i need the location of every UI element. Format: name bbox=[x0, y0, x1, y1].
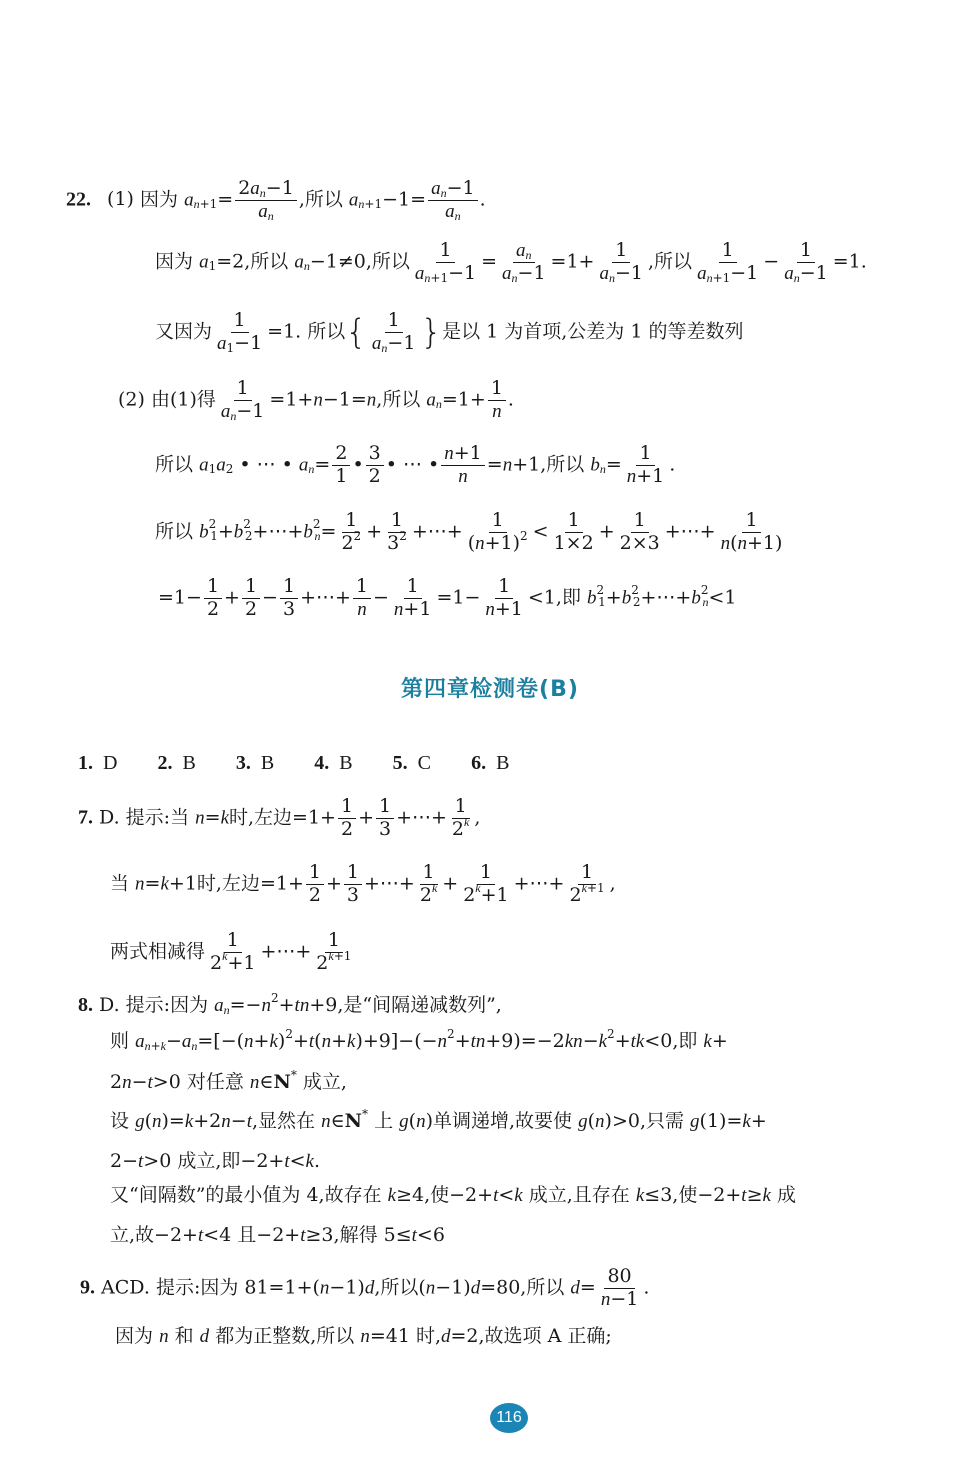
text: 和 bbox=[174, 1325, 194, 1347]
text: 对任意 bbox=[186, 1071, 244, 1093]
fraction: $\frac{1}{3}$ bbox=[344, 862, 362, 907]
q22-line1: 22. (1) 因为 $a_{n+1}=$ $\frac{2a_n-1}{a_n}$ ,所以 $a_{n+1}-1=$ $\frac{a_n-1}{a_n}$ . bbox=[66, 177, 486, 223]
text: ACD. 提示:因为 81=1+( bbox=[101, 1276, 320, 1299]
q22-line2: 因为 $a_1=2$,所以 $a_n-1\ne 0$,所以 $\frac{1}{a_{n+1}-1}$ = $\frac{a_n}{a_n-1}$ =1+ $\frac{1}{a_n-1}$ ,所以 $\frac{1}{a_{n+1}-1}$ − $\frac{1}{a_n-1}$ =1. bbox=[155, 239, 867, 285]
fraction: $\frac{1}{a_1-1}$ bbox=[217, 309, 263, 355]
text: 则 bbox=[110, 1030, 130, 1052]
text: 显然在 bbox=[258, 1110, 316, 1132]
answer-item bbox=[393, 752, 431, 775]
fraction: $\frac{1}{2\times 3}$ bbox=[619, 509, 660, 554]
fraction: $\frac{1}{1\times 2}$ bbox=[553, 509, 594, 554]
text: 所以 bbox=[382, 388, 421, 411]
text: >0,只需 bbox=[611, 1110, 684, 1132]
q22-number: 22. bbox=[66, 188, 91, 211]
text: 所以 bbox=[307, 320, 346, 343]
text: 两式相减得 bbox=[110, 940, 206, 963]
answer-item bbox=[236, 752, 274, 775]
text: 所以 bbox=[546, 453, 585, 476]
fraction: $\frac{1}{3}$ bbox=[376, 796, 394, 841]
fraction: $\frac{1}{2^k+1}$ bbox=[210, 929, 256, 974]
q7-number: 7. bbox=[78, 806, 93, 829]
q9-line2: 因为 n 和 d 都为正整数,所以 n=41 时,d=2,故选项 A 正确; bbox=[115, 1325, 612, 1347]
text: 是以 1 为首项,公差为 1 的等差数列 bbox=[442, 320, 744, 343]
answer-num: 4. bbox=[314, 752, 330, 774]
answer-item bbox=[78, 752, 117, 775]
text: ≤3,使−2+ bbox=[644, 1184, 742, 1206]
page-number: 116 bbox=[490, 1403, 528, 1433]
text: 上 bbox=[374, 1110, 394, 1132]
text: 因为 bbox=[115, 1325, 154, 1347]
text: −1) bbox=[435, 1276, 471, 1299]
text: 所以 bbox=[654, 250, 693, 273]
fraction: $\frac{1}{2^k}$ bbox=[451, 795, 470, 840]
fraction: $\frac{3}{2}$ bbox=[366, 443, 384, 488]
text: 时,左边=1+ bbox=[196, 872, 304, 895]
fraction: $\frac{n+1}{n}$ bbox=[441, 443, 485, 488]
text: 都为正整数,所以 bbox=[215, 1325, 355, 1347]
fraction: $\frac{1}{2^{k+1}}$ bbox=[316, 929, 352, 974]
q7-line1: 7. D. 提示:当 n=k时,左边=1+ $\frac{1}{2}$ + $\frac{1}{3}$ +⋯+ $\frac{1}{2^k}$ , bbox=[78, 795, 481, 840]
text: =41 时, bbox=[369, 1325, 441, 1347]
text: 单调递增,故要使 bbox=[433, 1110, 573, 1132]
fraction: $\frac{1}{n+1}$ bbox=[393, 575, 432, 620]
q22-part1-label: (1) bbox=[107, 188, 134, 211]
text: 因为 bbox=[155, 250, 194, 273]
fraction: $\frac{1}{a_{n+1}-1}$ bbox=[697, 239, 759, 285]
text: 所以 bbox=[304, 188, 343, 211]
text: 时,左边=1+ bbox=[229, 806, 336, 829]
text: =80,所以 bbox=[480, 1276, 565, 1299]
fraction: $\frac{1}{n(n+1)}$ bbox=[720, 509, 783, 554]
fraction: $\frac{1}{n}$ bbox=[353, 576, 371, 621]
fraction: $\frac{1}{(n+1)^2}$ bbox=[467, 509, 528, 554]
q22-line4: (2) 由(1)得 $\frac{1}{a_n-1}$ =1+n−1=n,所以 $a_n=1+$ $\frac{1}{n}$ . bbox=[118, 377, 514, 423]
text: ≥4,使−2+ bbox=[396, 1184, 494, 1206]
chapter-title: 第四章检测卷(B) bbox=[401, 677, 579, 702]
fraction: $\frac{1}{n}$ bbox=[488, 378, 506, 423]
fraction: $\frac{2a_n-1}{a_n}$ bbox=[235, 178, 297, 223]
fraction: $\frac{1}{2}$ bbox=[306, 862, 324, 907]
q22-part2-label: (2) bbox=[118, 388, 145, 411]
fraction: $\frac{1}{2}$ bbox=[242, 576, 260, 621]
answer-num: 6. bbox=[471, 752, 487, 774]
answer-value: B bbox=[496, 752, 510, 774]
q9-line1: 9. ACD. 提示:因为 81=1+(n−1)d,所以(n−1)d=80,所以 d= $\frac{80}{n-1}$ . bbox=[80, 1265, 650, 1310]
q22-line3: 又因为 $\frac{1}{a_1-1}$ =1. 所以{ $\frac{1}{a_n-1}$ }是以 1 为首项,公差为 1 的等差数列 bbox=[155, 309, 744, 355]
text: 由(1)得 bbox=[150, 388, 216, 411]
answer-value: B bbox=[260, 752, 275, 774]
text: +9,是“间隔递减数列”, bbox=[309, 994, 502, 1016]
text: <4 且−2+ bbox=[203, 1224, 301, 1246]
text: ,所以( bbox=[374, 1276, 426, 1299]
fraction: $\frac{1}{2}$ bbox=[338, 796, 356, 841]
fraction: $\frac{1}{n+1}$ bbox=[626, 442, 665, 487]
text: 立,故−2+ bbox=[110, 1224, 198, 1246]
fraction: $\frac{1}{a_n-1}$ bbox=[784, 239, 828, 285]
text: 所以 bbox=[155, 520, 194, 543]
answer-num: 1. bbox=[78, 752, 93, 774]
text: 又因为 bbox=[155, 320, 213, 343]
text: 因为 bbox=[140, 188, 179, 211]
answer-value: C bbox=[417, 752, 432, 774]
answer-value: B bbox=[339, 752, 353, 774]
q8-line2: 则 $a_{n+k}-a_n=[-(n+k)^2+t(n+k)+9]-(-n^2+tn+9)=-2kn-k^2+tk<0$,即 k+ bbox=[110, 1027, 728, 1053]
fraction: $\frac{1}{n+1}$ bbox=[485, 575, 523, 620]
fraction: $\frac{1}{a_n-1}$ bbox=[220, 377, 265, 423]
text: =2,故选项 A 正确; bbox=[450, 1325, 612, 1347]
q22-line5: 所以 $a_1a_2$ • ⋯ • $a_n=$ $\frac{2}{1}$ • $\frac{3}{2}$ • ⋯ • $\frac{n+1}{n}$ =n+1,所以 $b_n=$ $\frac{1}{n+1}$ . bbox=[155, 442, 676, 487]
fraction: $\frac{80}{n-1}$ bbox=[600, 1265, 639, 1310]
text: 所以 bbox=[155, 453, 194, 476]
q7-line2: 当 n=k+1时,左边=1+ $\frac{1}{2}$ + $\frac{1}{3}$ +⋯+ $\frac{1}{2^k}$ + $\frac{1}{2^k+1}$ +⋯+ $\frac{1}{2^{k+1}}$ , bbox=[110, 861, 616, 906]
fraction: $\frac{1}{2^k+1}$ bbox=[463, 861, 509, 906]
fraction: $\frac{1}{2^2}$ bbox=[341, 509, 362, 554]
text: ≥3,解得 5≤ bbox=[305, 1224, 412, 1246]
fraction: $\frac{1}{3}$ bbox=[280, 576, 298, 621]
fraction: $\frac{1}{a_n-1}$ bbox=[599, 239, 643, 285]
fraction: $\frac{a_n}{a_n-1}$ bbox=[502, 240, 546, 285]
q22-line6: 所以 $b^2_1+b^2_2+\cdots+b^2_n=$ $\frac{1}{2^2}$ + $\frac{1}{3^2}$ +⋯+ $\frac{1}{(n+1)^2}$ < $\frac{1}{1\times 2}$ + $\frac{1}{2\times 3}$ +⋯+ $\frac{1}{n(n+1)}$ bbox=[155, 510, 787, 555]
answer-value: D bbox=[103, 752, 118, 774]
answer-item bbox=[314, 752, 352, 775]
q22-line7: =1− $\frac{1}{2}$ + $\frac{1}{2}$ − $\frac{1}{3}$ +⋯+ $\frac{1}{n}$ − $\frac{1}{n+1}$ =1− $\frac{1}{n+1}$ <1,即 $b^2_1+b^2_2+\cdots+b^2_n<1$ bbox=[158, 575, 737, 620]
q8-line7: 立,故−2+t<4 且−2+t≥3,解得 5≤t<6 bbox=[110, 1224, 445, 1246]
answer-value: B bbox=[182, 752, 196, 774]
answer-num: 5. bbox=[392, 752, 408, 774]
fraction: $\frac{a_n-1}{a_n}$ bbox=[428, 178, 478, 223]
q8-line6: 又“间隔数”的最小值为 4,故存在 k≥4,使−2+t<k 成立,且存在 k≤3,使−2+t≥k 成 bbox=[110, 1184, 796, 1206]
text: 设 bbox=[110, 1110, 130, 1132]
text: 成立, bbox=[302, 1071, 347, 1093]
q8-line1: 8. D. 提示:因为 $a_n=-n^2+tn+9$,是“间隔递减数列”, bbox=[78, 991, 502, 1017]
fraction: $\frac{1}{a_n-1}$ bbox=[371, 309, 416, 355]
fraction: $\frac{1}{a_{n+1}-1}$ bbox=[414, 239, 477, 285]
answer-num: 3. bbox=[235, 752, 251, 774]
answer-item bbox=[471, 752, 509, 775]
text: −1) bbox=[329, 1276, 365, 1299]
choice-answers bbox=[78, 752, 543, 775]
q7-line3: 两式相减得 $\frac{1}{2^k+1}$ +⋯+ $\frac{1}{2^{k+1}}$ bbox=[110, 930, 356, 975]
fraction: $\frac{1}{2^{k+1}}$ bbox=[569, 861, 605, 906]
fraction: $\frac{1}{3^2}$ bbox=[387, 509, 407, 554]
fraction: $\frac{2}{1}$ bbox=[332, 443, 350, 488]
fraction: $\frac{1}{2^k}$ bbox=[419, 861, 438, 906]
answer-item bbox=[158, 752, 196, 775]
text: 所以 bbox=[250, 250, 289, 273]
text: −1≠0,所以 bbox=[309, 250, 410, 273]
fraction: $\frac{1}{2}$ bbox=[204, 576, 222, 621]
q8-number: 8. bbox=[78, 994, 93, 1016]
answer-num: 2. bbox=[157, 752, 173, 774]
q9-number: 9. bbox=[80, 1276, 95, 1299]
text: 成 bbox=[776, 1184, 796, 1206]
text: D. 提示:因为 bbox=[99, 994, 209, 1016]
q8-line5: 2−t>0 成立,即−2+t<k. bbox=[110, 1150, 321, 1172]
q8-line4: 设 g(n)=k+2n−t,显然在 n∈N* 上 g(n)单调递增,故要使 g(n)>0,只需 g(1)=k+ bbox=[110, 1107, 767, 1132]
text: 又“间隔数”的最小值为 4,故存在 bbox=[110, 1184, 382, 1206]
text: D. 提示:当 bbox=[99, 806, 190, 829]
text: 成立,即−2+ bbox=[177, 1150, 285, 1172]
text: <6 bbox=[416, 1224, 445, 1246]
text: 成立,且存在 bbox=[528, 1184, 630, 1206]
q8-line3: 2n−t>0 对任意 n∈N* 成立, bbox=[110, 1068, 347, 1093]
